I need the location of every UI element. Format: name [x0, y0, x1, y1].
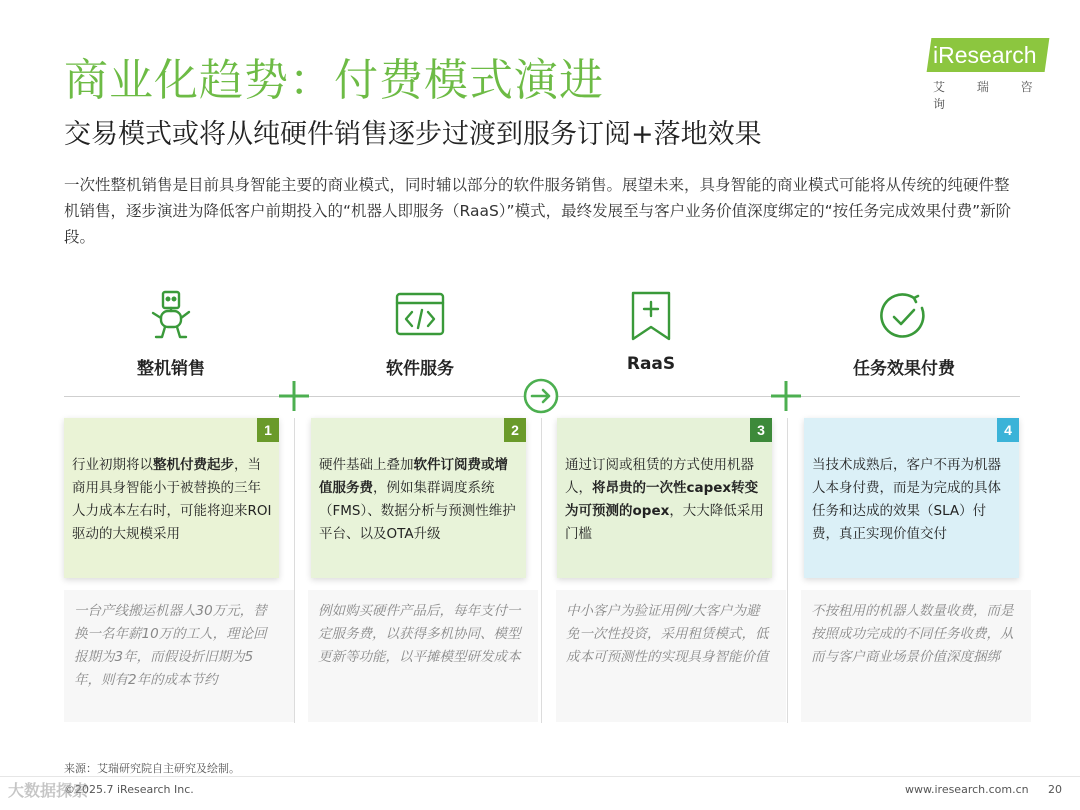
stage-label: RaaS	[626, 354, 676, 374]
card-text-emphasis: 将昂贵的一次性capex转变为可预测的opex	[565, 480, 759, 519]
card-text-segment: ，当商用具身智能小于被替换的三年人力成本左右时，可能将迎来ROI驱动的大规模采用	[72, 457, 272, 542]
card-text	[565, 454, 765, 546]
stage-card	[64, 418, 279, 578]
footer-divider	[0, 776, 1080, 777]
column-divider	[541, 418, 542, 723]
stage-label: 软件服务	[386, 359, 454, 379]
watermark: 大数据探索	[8, 781, 89, 800]
note-text: 一台产线搬运机器人30万元，替换一名年薪10万的工人，理论回报期为3年，而假设折旧期为5年，则有2年的成本节约	[74, 603, 267, 688]
note-text: 中小客户为验证用例/大客户为避免一次性投资，采用租赁模式，低成本可预测性的实现具身智能价值	[566, 603, 769, 665]
stage-label: 任务效果付费	[853, 359, 955, 379]
robot-icon	[81, 290, 261, 342]
card-text-emphasis: 软件订阅费或增值服务费	[319, 457, 508, 496]
card-text-segment: ，大大降低采用门槛	[565, 503, 764, 542]
column-divider	[294, 418, 295, 723]
example-note	[64, 590, 294, 722]
source-note: 来源：艾瑞研究院自主研究及绘制。	[64, 762, 240, 775]
example-note	[308, 590, 538, 722]
logo-brand: iResearch	[933, 42, 1037, 68]
example-note	[801, 590, 1031, 722]
note-text: 例如购买硬件产品后，每年支付一定服务费，以获得多机协同、模型更新等功能，以平摊模型研发成本	[318, 603, 521, 665]
page-number: 20	[1048, 783, 1062, 796]
card-text-segment: 当技术成熟后，客户不再为机器人本身付费，而是为完成的具体任务和达成的效果（SLA）付费，真正实现价值交付	[812, 457, 1001, 542]
bookmark-plus-icon	[561, 290, 741, 342]
plus-icon	[768, 378, 804, 414]
stage-number-badge: 1	[257, 418, 279, 442]
card-text-segment: 硬件基础上叠加	[319, 457, 414, 473]
copyright: ©2025.7 iResearch Inc.	[64, 783, 194, 796]
stage-card	[311, 418, 526, 578]
stage-outcome	[814, 290, 994, 379]
stage-software	[330, 290, 510, 379]
logo-subtitle: 艾 瑞 咨 询	[933, 80, 1047, 111]
card-text-segment: ，例如集群调度系统（FMS）、数据分析与预测性维护平台、以及OTA升级	[319, 480, 516, 542]
stage-label: 整机销售	[137, 359, 205, 379]
iresearch-logo	[925, 38, 1055, 111]
stage-raas	[561, 290, 741, 374]
stage-hardware	[81, 290, 261, 379]
intro-paragraph: 一次性整机销售是目前具身智能主要的商业模式，同时辅以部分的软件服务销售。展望未来，具身智能的商业模式可能将从传统的纯硬件整机销售，逐步演进为降低客户前期投入的“机器人即服务（RaaS）”模式，最终发展至与客户业务价值深度绑定的“按任务完成效果付费”新阶段。	[64, 176, 1012, 246]
page-subtitle: 交易模式或将从纯硬件销售逐步过渡到服务订阅+落地效果	[64, 119, 762, 150]
page-title: 商业化趋势：付费模式演进	[64, 55, 604, 106]
card-text-segment: 行业初期将以	[72, 457, 153, 473]
card-text-segment: 通过订阅或租赁的方式使用机器人，	[565, 457, 754, 496]
column-divider	[787, 418, 788, 723]
stage-number-badge: 3	[750, 418, 772, 442]
stage-card	[557, 418, 772, 578]
plus-icon	[276, 378, 312, 414]
card-text	[72, 454, 272, 546]
website-url: www.iresearch.com.cn	[905, 783, 1029, 796]
note-text: 不按租用的机器人数量收费，而是按照成功完成的不同任务收费，从而与客户商业场景价值深度捆绑	[811, 603, 1014, 665]
stage-number-badge: 2	[504, 418, 526, 442]
example-note	[556, 590, 786, 722]
stage-card	[804, 418, 1019, 578]
code-window-icon	[330, 290, 510, 342]
check-circle-icon	[814, 290, 994, 342]
card-text	[812, 454, 1012, 546]
stage-number-badge: 4	[997, 418, 1019, 442]
arrow-circle-icon	[523, 378, 559, 414]
card-text	[319, 454, 519, 546]
card-text-emphasis: 整机付费起步	[153, 457, 234, 473]
